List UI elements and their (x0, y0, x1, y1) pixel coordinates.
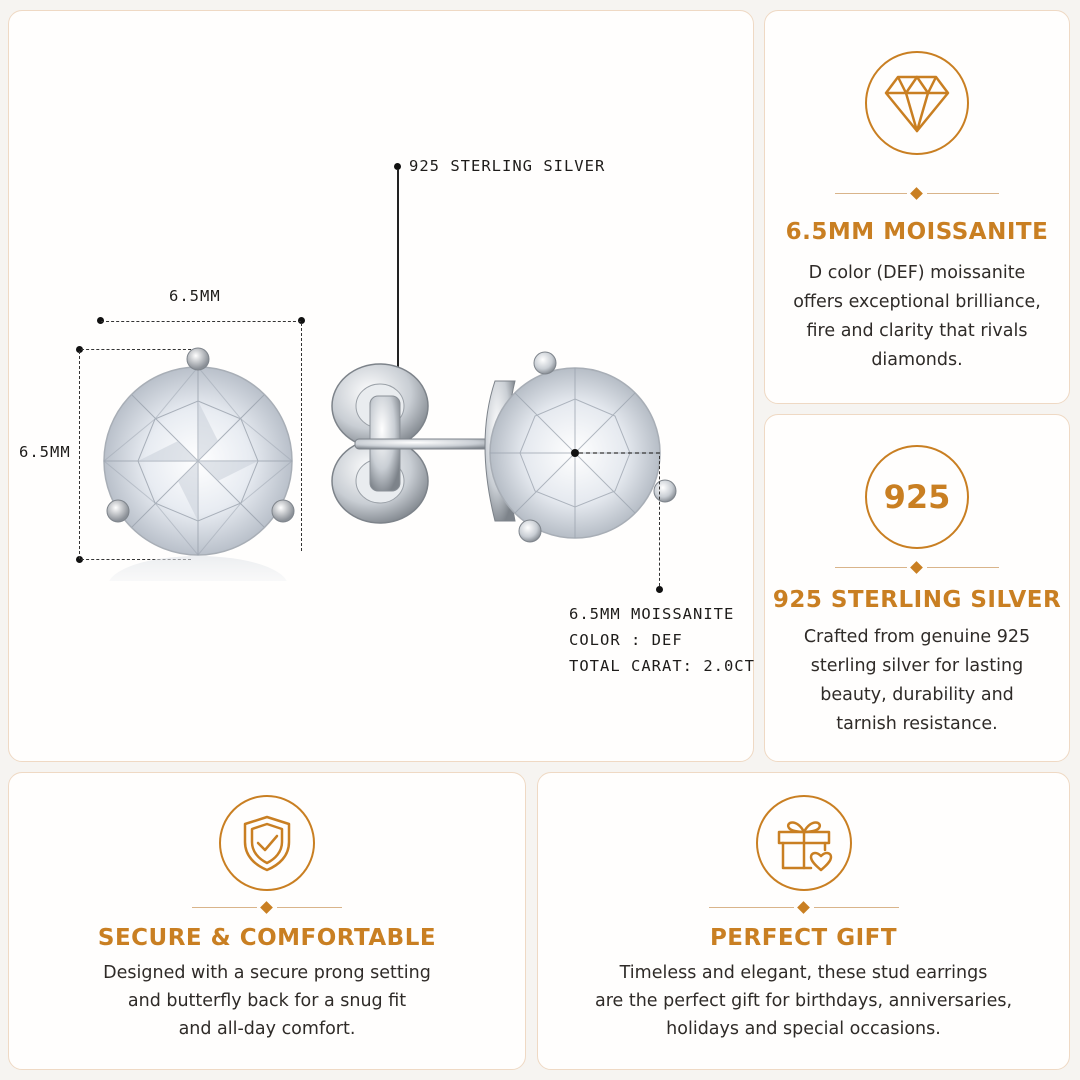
feature-title: SECURE & COMFORTABLE (97, 925, 437, 951)
spec-stone: 6.5MM MOISSANITE (569, 605, 735, 623)
earring-side-view-icon (325, 341, 685, 561)
feature-card-sterling-silver (764, 414, 1070, 762)
moissanite-stone-front-icon (93, 341, 303, 581)
gift-icon-circle (756, 795, 852, 891)
feature-card-secure (8, 772, 526, 1070)
callout-line-top (397, 169, 399, 369)
callout-line-spec (659, 456, 660, 586)
spec-carat: TOTAL CARAT: 2.0CT (569, 657, 755, 675)
feature-description: Crafted from genuine 925 sterling silver for lasting beauty, durability and tarnish resistance. (803, 627, 1031, 734)
product-card (8, 10, 754, 762)
diamond-icon (884, 73, 950, 133)
diamond-icon-circle (865, 51, 969, 155)
spec-color: COLOR : DEF (569, 631, 683, 649)
feature-description: Designed with a secure prong setting and butterfly back for a snug fit and all-day comfort. (103, 963, 431, 1039)
divider (192, 901, 342, 915)
feature-title: 925 STERLING SILVER (772, 587, 1062, 613)
dimension-width-line (101, 321, 301, 322)
shield-check-icon (241, 814, 293, 872)
divider (835, 187, 999, 201)
gift-icon (775, 814, 833, 872)
shield-icon-circle (219, 795, 315, 891)
callout-dot-spec (656, 586, 663, 593)
feature-title: 6.5MM MOISSANITE (785, 219, 1049, 245)
dimension-height-line (79, 351, 80, 559)
callout-sterling-silver: 925 STERLING SILVER (409, 157, 606, 175)
feature-card-gift (537, 772, 1070, 1070)
feature-description: D color (DEF) moissanite offers exceptional brilliance, fire and clarity that rivals diamonds. (793, 263, 1041, 370)
925-icon-text: 925 (883, 478, 951, 516)
feature-description: Timeless and elegant, these stud earrings are the perfect gift for birthdays, anniversaries, holidays and special occasions. (594, 963, 1013, 1039)
925-icon (865, 445, 969, 549)
dimension-height-label: 6.5MM (19, 443, 71, 461)
divider (835, 561, 999, 575)
dimension-width-label: 6.5MM (169, 287, 221, 305)
divider (709, 901, 899, 915)
feature-card-moissanite (764, 10, 1070, 404)
feature-title: PERFECT GIFT (709, 925, 898, 951)
